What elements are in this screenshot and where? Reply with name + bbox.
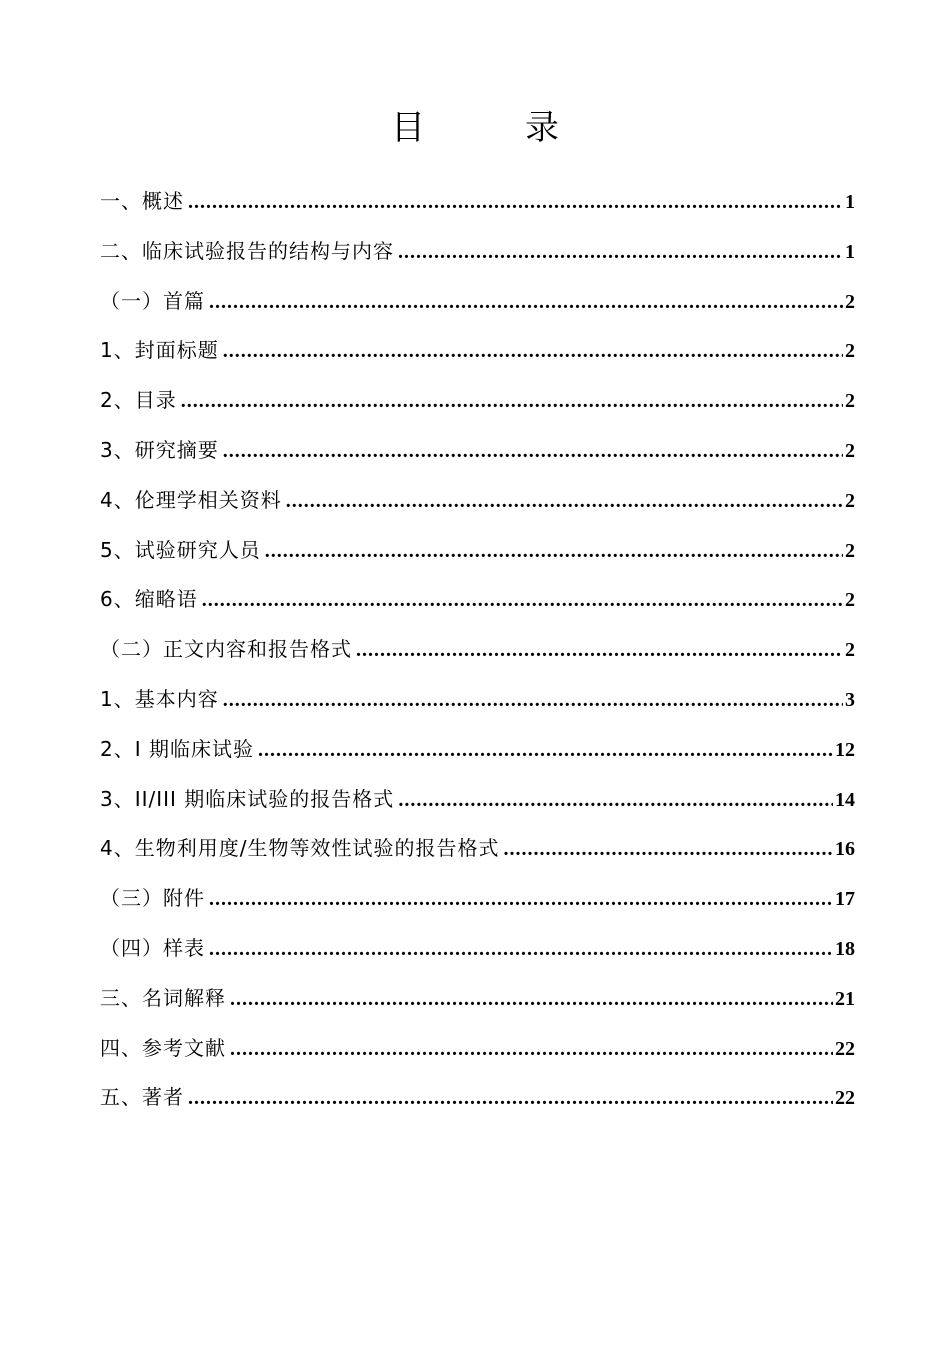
toc-entry-label: （三）附件 (100, 886, 205, 911)
toc-entry-page: 16 (835, 838, 855, 861)
toc-dot-leader (209, 291, 843, 314)
toc-entry-label: 5、试验研究人员 (100, 537, 261, 562)
toc-dot-leader (286, 490, 843, 513)
toc-entry-label: （一）首篇 (100, 288, 205, 313)
toc-dot-leader (202, 589, 843, 612)
toc-dot-leader (209, 938, 833, 961)
toc-entry-page: 2 (845, 539, 855, 562)
toc-entry-page: 1 (845, 191, 855, 213)
toc-entry[interactable] (100, 683, 855, 733)
toc-entry-page: 2 (845, 589, 855, 612)
toc-entry-page: 21 (835, 987, 855, 1010)
toc-dot-leader (209, 888, 833, 911)
toc-dot-leader (398, 241, 843, 264)
toc-entry-page: 22 (835, 1087, 855, 1110)
toc-entry-page: 14 (835, 788, 855, 811)
toc-entry-label: 3、研究摘要 (100, 437, 219, 462)
toc-entry[interactable] (100, 932, 855, 982)
toc-dot-leader (258, 739, 833, 762)
page-title-right: 录 (525, 108, 559, 148)
toc-entry-page: 2 (845, 639, 855, 662)
toc-entry-label: 三、名词解释 (100, 985, 226, 1010)
toc-dot-leader (398, 789, 833, 812)
toc-entry[interactable] (100, 534, 855, 584)
toc-entry[interactable] (100, 285, 855, 335)
toc-dot-leader (188, 1087, 833, 1110)
toc-entry-page: 18 (835, 937, 855, 960)
page-title-left: 目 (391, 108, 425, 148)
toc-entry[interactable] (100, 434, 855, 484)
toc-entry-label: 4、伦理学相关资料 (100, 487, 282, 512)
toc-entry-page: 2 (845, 390, 855, 413)
toc-entry-page: 12 (835, 738, 855, 761)
toc-entry[interactable] (100, 733, 855, 783)
toc-entry-label: 3、II/III 期临床试验的报告格式 (100, 786, 395, 811)
toc-entry-label: 二、临床试验报告的结构与内容 (100, 238, 394, 263)
toc-entry-page: 2 (845, 439, 855, 462)
toc-dot-leader (223, 689, 843, 712)
toc-entry[interactable] (100, 1032, 855, 1082)
toc-entry-page: 2 (845, 340, 855, 363)
toc-dot-leader (230, 1038, 833, 1061)
table-of-contents (100, 185, 855, 1131)
toc-entry-label: 2、I 期临床试验 (100, 736, 254, 761)
toc-entry[interactable] (100, 982, 855, 1032)
toc-entry-label: 6、缩略语 (100, 587, 198, 612)
toc-entry-label: 一、概述 (100, 189, 184, 213)
toc-entry[interactable] (100, 484, 855, 534)
toc-entry[interactable] (100, 633, 855, 683)
toc-entry[interactable] (100, 334, 855, 384)
toc-dot-leader (230, 988, 833, 1011)
toc-entry-page: 2 (845, 489, 855, 512)
toc-entry[interactable] (100, 783, 855, 833)
toc-dot-leader (223, 340, 843, 363)
toc-entry-label: 四、参考文献 (100, 1035, 226, 1060)
toc-entry-page: 2 (845, 290, 855, 313)
toc-entry-label: 1、封面标题 (100, 338, 219, 363)
toc-entry-label: 五、著者 (100, 1085, 184, 1110)
toc-dot-leader (265, 540, 843, 563)
toc-entry[interactable] (100, 832, 855, 882)
toc-dot-leader (223, 440, 843, 463)
toc-entry-label: （二）正文内容和报告格式 (100, 637, 352, 662)
page-title (0, 100, 950, 149)
toc-entry-page: 3 (845, 688, 855, 711)
toc-entry[interactable] (100, 185, 855, 235)
toc-entry[interactable] (100, 1081, 855, 1131)
toc-entry[interactable] (100, 583, 855, 633)
toc-dot-leader (181, 390, 843, 413)
toc-entry[interactable] (100, 235, 855, 285)
toc-dot-leader (503, 838, 833, 861)
toc-entry-label: （四）样表 (100, 935, 205, 960)
toc-entry[interactable] (100, 882, 855, 932)
toc-entry[interactable] (100, 384, 855, 434)
toc-entry-label: 2、目录 (100, 388, 177, 413)
toc-entry-label: 4、生物利用度/生物等效性试验的报告格式 (100, 836, 500, 861)
toc-dot-leader (356, 639, 843, 662)
toc-dot-leader (188, 191, 843, 214)
toc-entry-page: 17 (835, 888, 855, 911)
toc-entry-label: 1、基本内容 (100, 686, 219, 711)
toc-entry-page: 22 (835, 1037, 855, 1060)
toc-entry-page: 1 (845, 240, 855, 263)
